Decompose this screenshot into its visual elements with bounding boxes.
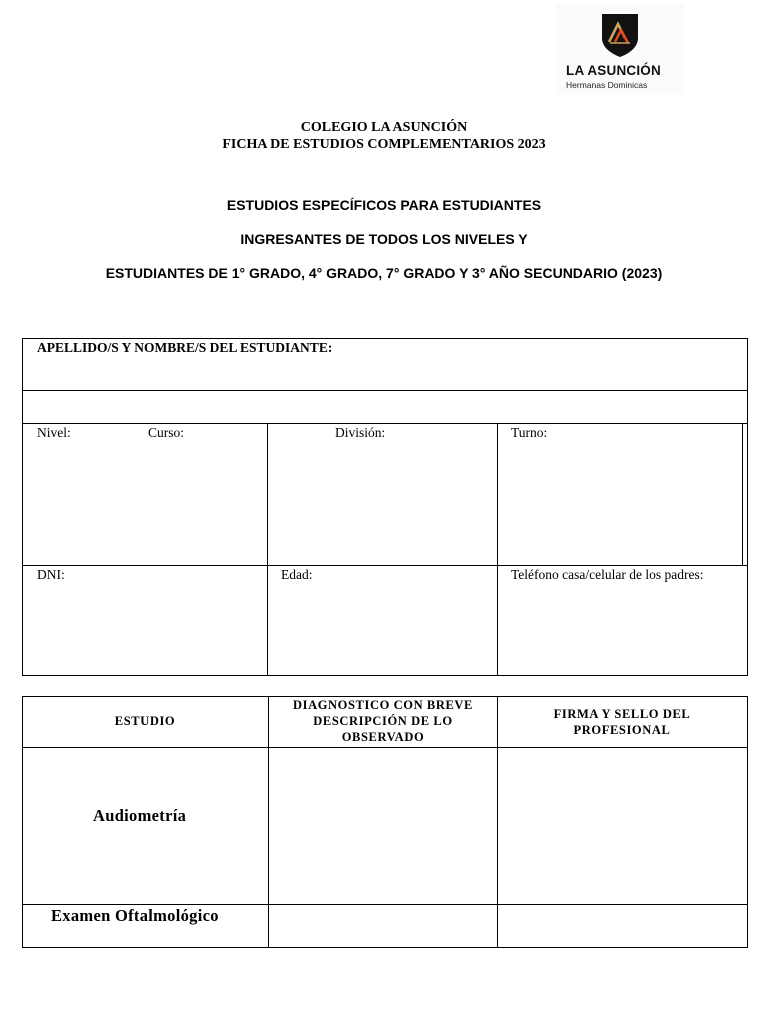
edad-label: Edad: — [281, 567, 313, 582]
curso-label: Curso: — [148, 425, 185, 440]
table-border — [22, 338, 23, 676]
table-border — [22, 338, 748, 339]
table-border — [22, 423, 748, 424]
telefono-label: Teléfono casa/celular de los padres: — [511, 567, 704, 582]
form-title: FICHA DE ESTUDIOS COMPLEMENTARIOS 2023 — [222, 137, 546, 152]
shield-icon — [600, 12, 640, 58]
table-border — [497, 423, 498, 676]
table-border — [22, 675, 748, 676]
school-name: COLEGIO LA ASUNCIÓN — [300, 120, 468, 135]
table-border — [22, 565, 748, 566]
column-header-estudio: ESTUDIO — [114, 714, 176, 728]
row-label-audiometria: Audiometría — [93, 806, 187, 825]
table-border — [22, 696, 23, 948]
table-border — [742, 423, 743, 565]
turno-label: Turno: — [511, 425, 548, 440]
dni-label: DNI: — [37, 567, 65, 582]
division-label: División: — [335, 425, 386, 440]
table-border — [747, 338, 748, 676]
school-logo — [556, 4, 684, 94]
row-label-oftalmologico: Examen Oftalmológico — [51, 906, 219, 925]
table-border — [267, 423, 268, 676]
table-border — [268, 696, 269, 948]
logo-name: LA ASUNCIÓN — [566, 63, 661, 78]
section-heading-3: ESTUDIANTES DE 1° GRADO, 4° GRADO, 7° GRADO Y 3° AÑO SECUNDARIO (2023) — [105, 265, 663, 281]
student-name-label: APELLIDO/S Y NOMBRE/S DEL ESTUDIANTE: — [37, 340, 333, 355]
table-border — [22, 747, 748, 748]
table-border — [747, 696, 748, 948]
table-border — [22, 390, 748, 391]
table-border — [22, 904, 748, 905]
nivel-label: Nivel: — [37, 425, 71, 440]
section-heading-1: ESTUDIOS ESPECÍFICOS PARA ESTUDIANTES — [226, 197, 542, 213]
table-border — [497, 696, 498, 948]
column-header-firma: FIRMA Y SELLO DEL PROFESIONAL — [553, 707, 691, 737]
column-header-diagnostico: DIAGNOSTICO CON BREVE DESCRIPCIÓN DE LO OBSERVADO — [293, 698, 473, 744]
table-border — [22, 947, 748, 948]
logo-subtitle: Hermanas Dominicas — [566, 80, 648, 90]
section-heading-2: INGRESANTES DE TODOS LOS NIVELES Y — [240, 231, 528, 247]
